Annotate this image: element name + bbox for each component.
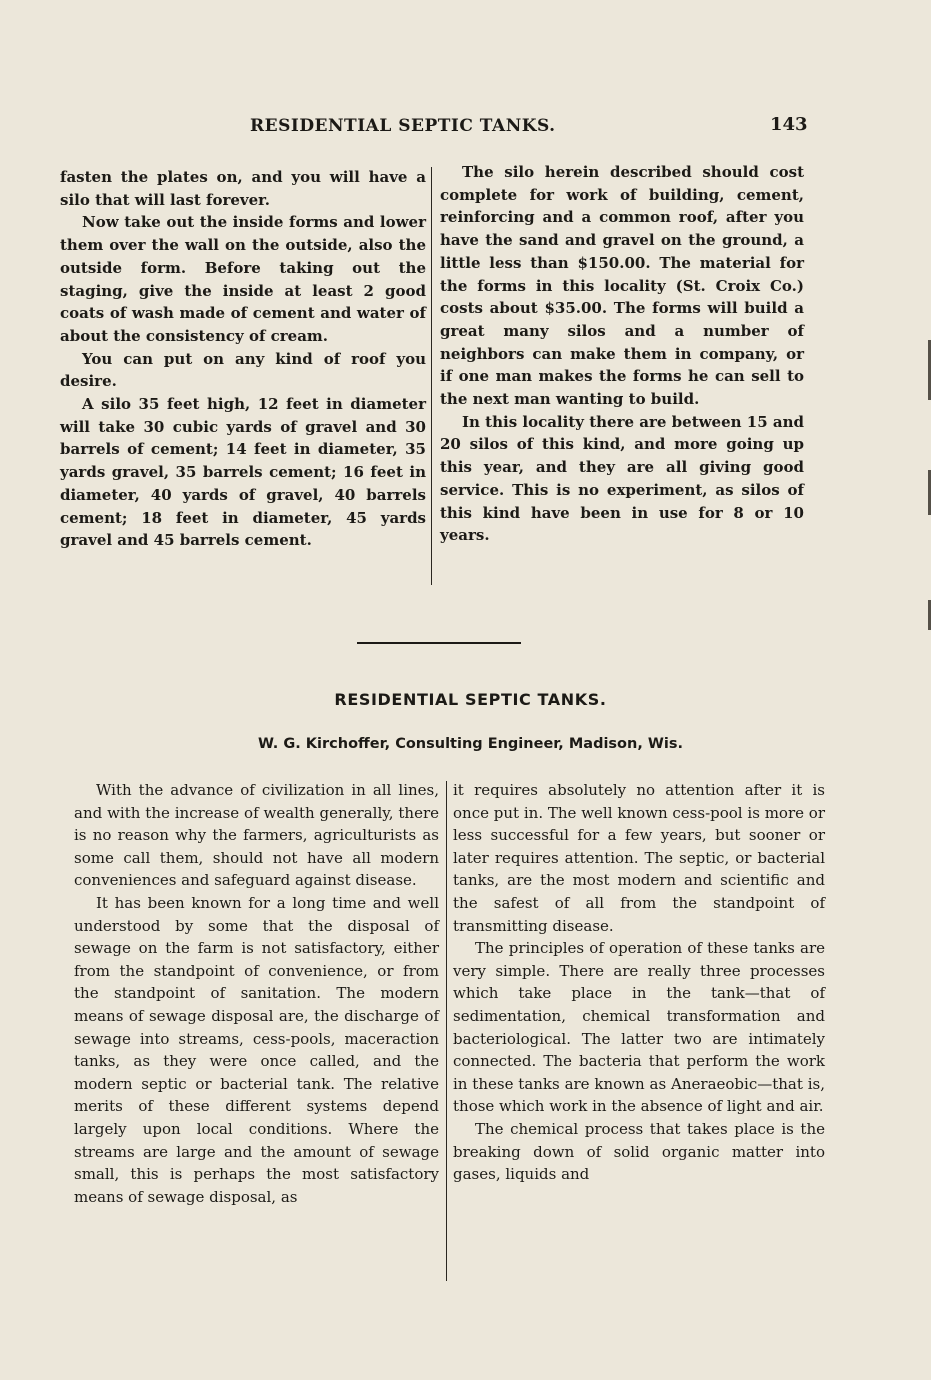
silo-article-right-column — [440, 161, 804, 547]
septic-paragraph-3: it requires absolutely no attention after it is once put in. The well known cess-pool is more or less successful for a few years, but sooner or later requires attention. The septic, or bacterial tanks, are the most modern and scientific and the safest of all from the standpoint of transmitting disease. — [453, 781, 825, 935]
septic-paragraph-4: The principles of operation of these tanks are very simple. There are really three processes which take place in the tank—that of sedimentation, chemical transformation and bacteriological. The latter two are intimately connected. The bacteria that perform the work in these tanks are known as Aneraeobic—that is, those which work in the absence of light and air. — [453, 939, 825, 1116]
septic-article-left-column — [74, 779, 439, 1208]
septic-paragraph-1: With the advance of civilization in all lines, and with the increase of wealth generally, there is no reason why the farmers, agriculturists as some call them, should not have all modern conveniences and safeguard against disease. — [74, 781, 439, 890]
section-divider-rule — [357, 642, 521, 644]
silo-paragraph-3: You can put on any kind of roof you desire. — [60, 349, 426, 391]
silo-paragraph-2: Now take out the inside forms and lower them over the wall on the outside, also the outside form. Before taking out the staging, give the inside at least 2 good coats of wash made of cement and water of about the consistency of cream. — [60, 213, 426, 345]
running-head-title: RESIDENTIAL SEPTIC TANKS. — [250, 116, 556, 136]
silo-paragraph-4: A silo 35 feet high, 12 feet in diameter will take 30 cubic yards of gravel and 30 barrels of cement; 14 feet in diameter, 35 yards gravel, 35 barrels cement; 16 feet in diameter, 40 yards of gravel, 40 barrels cement; 18 feet in diameter, 45 yards gravel and 45 barrels cement. — [60, 395, 426, 550]
column-divider-top — [431, 167, 432, 585]
septic-paragraph-2: It has been known for a long time and well understood by some that the disposal of sewage on the farm is not satisfactory, either from the standpoint of convenience, or from the standpoint of sanitation. The modern means of sewage disposal are, the discharge of sewage into streams, cess-pools, maceraction tanks, as they were once called, and the modern septic or bacterial tank. The relative merits of these different systems depend largely upon local conditions. Where the streams are large and the amount of sewage small, this is perhaps the most satisfactory means of sewage disposal, as — [74, 893, 439, 1206]
septic-article-right-column — [453, 779, 825, 1186]
silo-article-left-column — [60, 166, 426, 552]
silo-paragraph-1: fasten the plates on, and you will have a silo that will last forever. — [60, 168, 426, 209]
article-byline: W. G. Kirchoffer, Consulting Engineer, Madison, Wis. — [257, 736, 683, 752]
silo-paragraph-5: The silo herein described should cost complete for work of building, cement, reinforcing and a common roof, after you have the sand and gravel on the ground, a little less than $150.00. The material for the forms in this locality (St. Croix Co.) costs about $35.00. The forms will build a great many silos and a number of neighbors can make them in company, or if one man makes the forms he can sell to the next man wanting to build. — [440, 163, 804, 409]
article-title: RESIDENTIAL SEPTIC TANKS. — [334, 690, 607, 709]
septic-paragraph-5: The chemical process that takes place is the breaking down of solid organic matter into gases, liquids and — [453, 1119, 825, 1184]
page-number: 143 — [770, 114, 808, 135]
silo-paragraph-6: In this locality there are between 15 and 20 silos of this kind, and more going up this year, and they are all giving good service. This is no experiment, as silos of this kind have been in use for 8 or 10 years. — [440, 412, 804, 545]
column-divider-bottom — [446, 781, 447, 1281]
